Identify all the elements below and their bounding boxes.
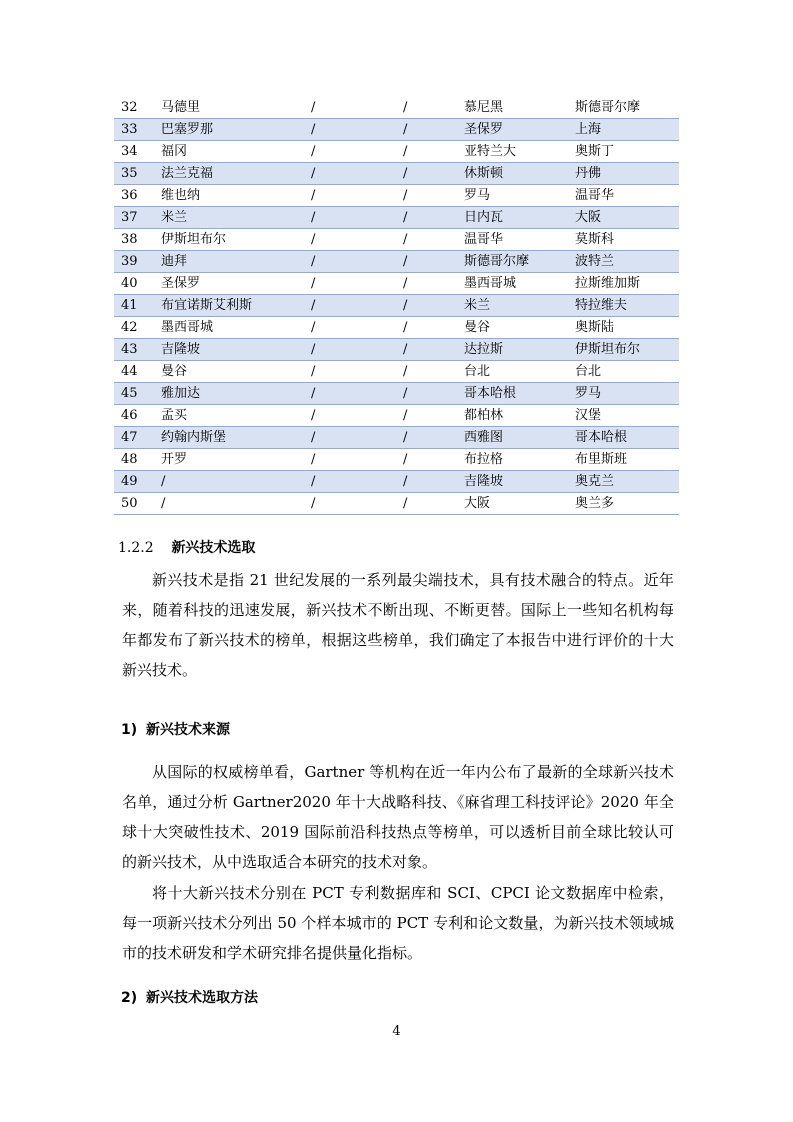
city-cell: 达拉斯 <box>460 339 571 361</box>
city-cell: 莫斯科 <box>571 229 679 251</box>
city-cell: 墨西哥城 <box>460 273 571 295</box>
slash-cell: / <box>275 339 369 361</box>
slash-cell: / <box>369 185 460 207</box>
city-cell: 大阪 <box>460 493 571 515</box>
city-cell: 墨西哥城 <box>153 317 275 339</box>
city-cell: 上海 <box>571 119 679 141</box>
slash-cell: / <box>275 119 369 141</box>
city-cell: 曼谷 <box>460 317 571 339</box>
slash-cell: / <box>275 383 369 405</box>
city-cell: 特拉维夫 <box>571 295 679 317</box>
table-row <box>114 405 679 427</box>
city-cell: 西雅图 <box>460 427 571 449</box>
subheading-method-title: 新兴技术选取方法 <box>146 990 259 1006</box>
slash-cell: / <box>369 273 460 295</box>
slash-cell: / <box>275 405 369 427</box>
table-row <box>114 163 679 185</box>
rank-cell: 36 <box>114 185 153 207</box>
rank-cell: 35 <box>114 163 153 185</box>
city-ranking-table <box>114 97 679 515</box>
table-row <box>114 207 679 229</box>
sources-paragraph-2: 将十大新兴技术分别在 PCT 专利数据库和 SCI、CPCI 论文数据库中检索，每一项新兴技术分列出 50 个样本城市的 PCT 专利和论文数量，为新兴技术领域城市的技术研发和学术研究排名提供量化指标。 <box>122 884 674 962</box>
city-cell: 法兰克福 <box>153 163 275 185</box>
table-row <box>114 471 679 493</box>
rank-cell: 41 <box>114 295 153 317</box>
city-cell: 曼谷 <box>153 361 275 383</box>
city-cell: / <box>153 471 275 493</box>
slash-cell: / <box>369 163 460 185</box>
city-cell: 伊斯坦布尔 <box>153 229 275 251</box>
city-cell: 米兰 <box>460 295 571 317</box>
rank-cell: 38 <box>114 229 153 251</box>
city-cell: 奥兰多 <box>571 493 679 515</box>
city-cell: 哥本哈根 <box>460 383 571 405</box>
slash-cell: / <box>369 471 460 493</box>
rank-cell: 50 <box>114 493 153 515</box>
table-row <box>114 493 679 515</box>
slash-cell: / <box>275 295 369 317</box>
subheading-sources <box>121 720 230 740</box>
city-cell: 开罗 <box>153 449 275 471</box>
city-cell: 巴塞罗那 <box>153 119 275 141</box>
slash-cell: / <box>369 317 460 339</box>
rank-cell: 42 <box>114 317 153 339</box>
slash-cell: / <box>275 163 369 185</box>
rank-cell: 33 <box>114 119 153 141</box>
slash-cell: / <box>369 493 460 515</box>
city-cell: 都柏林 <box>460 405 571 427</box>
city-cell: 奥克兰 <box>571 471 679 493</box>
slash-cell: / <box>275 471 369 493</box>
city-cell: 台北 <box>460 361 571 383</box>
slash-cell: / <box>275 207 369 229</box>
table-row <box>114 361 679 383</box>
section-heading <box>118 538 255 558</box>
subheading-sources-title: 新兴技术来源 <box>146 722 231 738</box>
slash-cell: / <box>275 317 369 339</box>
table-row <box>114 141 679 163</box>
slash-cell: / <box>275 449 369 471</box>
slash-cell: / <box>369 405 460 427</box>
slash-cell: / <box>275 185 369 207</box>
city-cell: 维也纳 <box>153 185 275 207</box>
table-row <box>114 229 679 251</box>
city-cell: 斯德哥尔摩 <box>460 251 571 273</box>
city-cell: 亚特兰大 <box>460 141 571 163</box>
city-cell: 迪拜 <box>153 251 275 273</box>
rank-cell: 43 <box>114 339 153 361</box>
table-row <box>114 317 679 339</box>
rank-cell: 45 <box>114 383 153 405</box>
slash-cell: / <box>275 229 369 251</box>
rank-cell: 34 <box>114 141 153 163</box>
city-cell: 大阪 <box>571 207 679 229</box>
slash-cell: / <box>275 141 369 163</box>
city-cell: 马德里 <box>153 97 275 119</box>
table-row <box>114 185 679 207</box>
city-cell: 雅加达 <box>153 383 275 405</box>
city-cell: 布拉格 <box>460 449 571 471</box>
slash-cell: / <box>275 97 369 119</box>
section-number: 1.2.2 <box>118 540 154 556</box>
city-cell: 日内瓦 <box>460 207 571 229</box>
city-cell: 丹佛 <box>571 163 679 185</box>
city-cell: 布里斯班 <box>571 449 679 471</box>
city-cell: 斯德哥尔摩 <box>571 97 679 119</box>
city-cell: 福冈 <box>153 141 275 163</box>
subheading-sources-number: 1) <box>121 722 138 738</box>
rank-cell: 40 <box>114 273 153 295</box>
table-row <box>114 295 679 317</box>
city-cell: 孟买 <box>153 405 275 427</box>
rank-cell: 44 <box>114 361 153 383</box>
city-cell: 温哥华 <box>571 185 679 207</box>
city-cell: 圣保罗 <box>460 119 571 141</box>
slash-cell: / <box>369 339 460 361</box>
table-row <box>114 97 679 119</box>
slash-cell: / <box>369 383 460 405</box>
rank-cell: 39 <box>114 251 153 273</box>
section-title: 新兴技术选取 <box>171 540 256 556</box>
slash-cell: / <box>275 493 369 515</box>
rank-cell: 47 <box>114 427 153 449</box>
city-cell: 汉堡 <box>571 405 679 427</box>
city-cell: / <box>153 493 275 515</box>
city-cell: 哥本哈根 <box>571 427 679 449</box>
rank-cell: 48 <box>114 449 153 471</box>
city-cell: 慕尼黑 <box>460 97 571 119</box>
table-row <box>114 449 679 471</box>
slash-cell: / <box>369 97 460 119</box>
city-cell: 拉斯维加斯 <box>571 273 679 295</box>
city-cell: 罗马 <box>460 185 571 207</box>
city-cell: 休斯顿 <box>460 163 571 185</box>
slash-cell: / <box>369 361 460 383</box>
table-row <box>114 339 679 361</box>
city-cell: 约翰内斯堡 <box>153 427 275 449</box>
city-cell: 圣保罗 <box>153 273 275 295</box>
rank-cell: 32 <box>114 97 153 119</box>
slash-cell: / <box>275 273 369 295</box>
slash-cell: / <box>369 251 460 273</box>
rank-cell: 37 <box>114 207 153 229</box>
intro-paragraph: 新兴技术是指 21 世纪发展的一系列最尖端技术，具有技术融合的特点。近年来，随着科技的迅速发展，新兴技术不断出现、不断更替。国际上一些知名机构每年都发布了新兴技术的榜单，根据这些榜单，我们确定了本报告中进行评价的十大新兴技术。 <box>122 571 674 679</box>
slash-cell: / <box>275 251 369 273</box>
subheading-method <box>121 988 258 1008</box>
city-cell: 波特兰 <box>571 251 679 273</box>
slash-cell: / <box>275 427 369 449</box>
city-cell: 布宜诺斯艾利斯 <box>153 295 275 317</box>
city-cell: 温哥华 <box>460 229 571 251</box>
city-cell: 台北 <box>571 361 679 383</box>
city-cell: 奥斯丁 <box>571 141 679 163</box>
table-row <box>114 251 679 273</box>
table-body <box>114 97 679 515</box>
city-cell: 吉隆坡 <box>460 471 571 493</box>
table-row <box>114 119 679 141</box>
city-cell: 奥斯陆 <box>571 317 679 339</box>
rank-cell: 46 <box>114 405 153 427</box>
city-cell: 米兰 <box>153 207 275 229</box>
rank-cell: 49 <box>114 471 153 493</box>
slash-cell: / <box>369 229 460 251</box>
slash-cell: / <box>275 361 369 383</box>
slash-cell: / <box>369 119 460 141</box>
slash-cell: / <box>369 427 460 449</box>
city-cell: 伊斯坦布尔 <box>571 339 679 361</box>
table-row <box>114 427 679 449</box>
slash-cell: / <box>369 449 460 471</box>
sources-paragraph-1: 从国际的权威榜单看，Gartner 等机构在近一年内公布了最新的全球新兴技术名单，通过分析 Gartner2020 年十大战略科技、《麻省理工科技评论》2020 年全球十大突破性技术、2019 国际前沿科技热点等榜单，可以透析目前全球比较认可的新兴技术，从中选取适合本研究的技术对象。 <box>122 763 674 871</box>
table-row <box>114 273 679 295</box>
slash-cell: / <box>369 295 460 317</box>
page-number: 4 <box>392 1024 401 1039</box>
table-row <box>114 383 679 405</box>
city-cell: 吉隆坡 <box>153 339 275 361</box>
subheading-method-number: 2) <box>121 990 138 1006</box>
slash-cell: / <box>369 207 460 229</box>
city-cell: 罗马 <box>571 383 679 405</box>
slash-cell: / <box>369 141 460 163</box>
